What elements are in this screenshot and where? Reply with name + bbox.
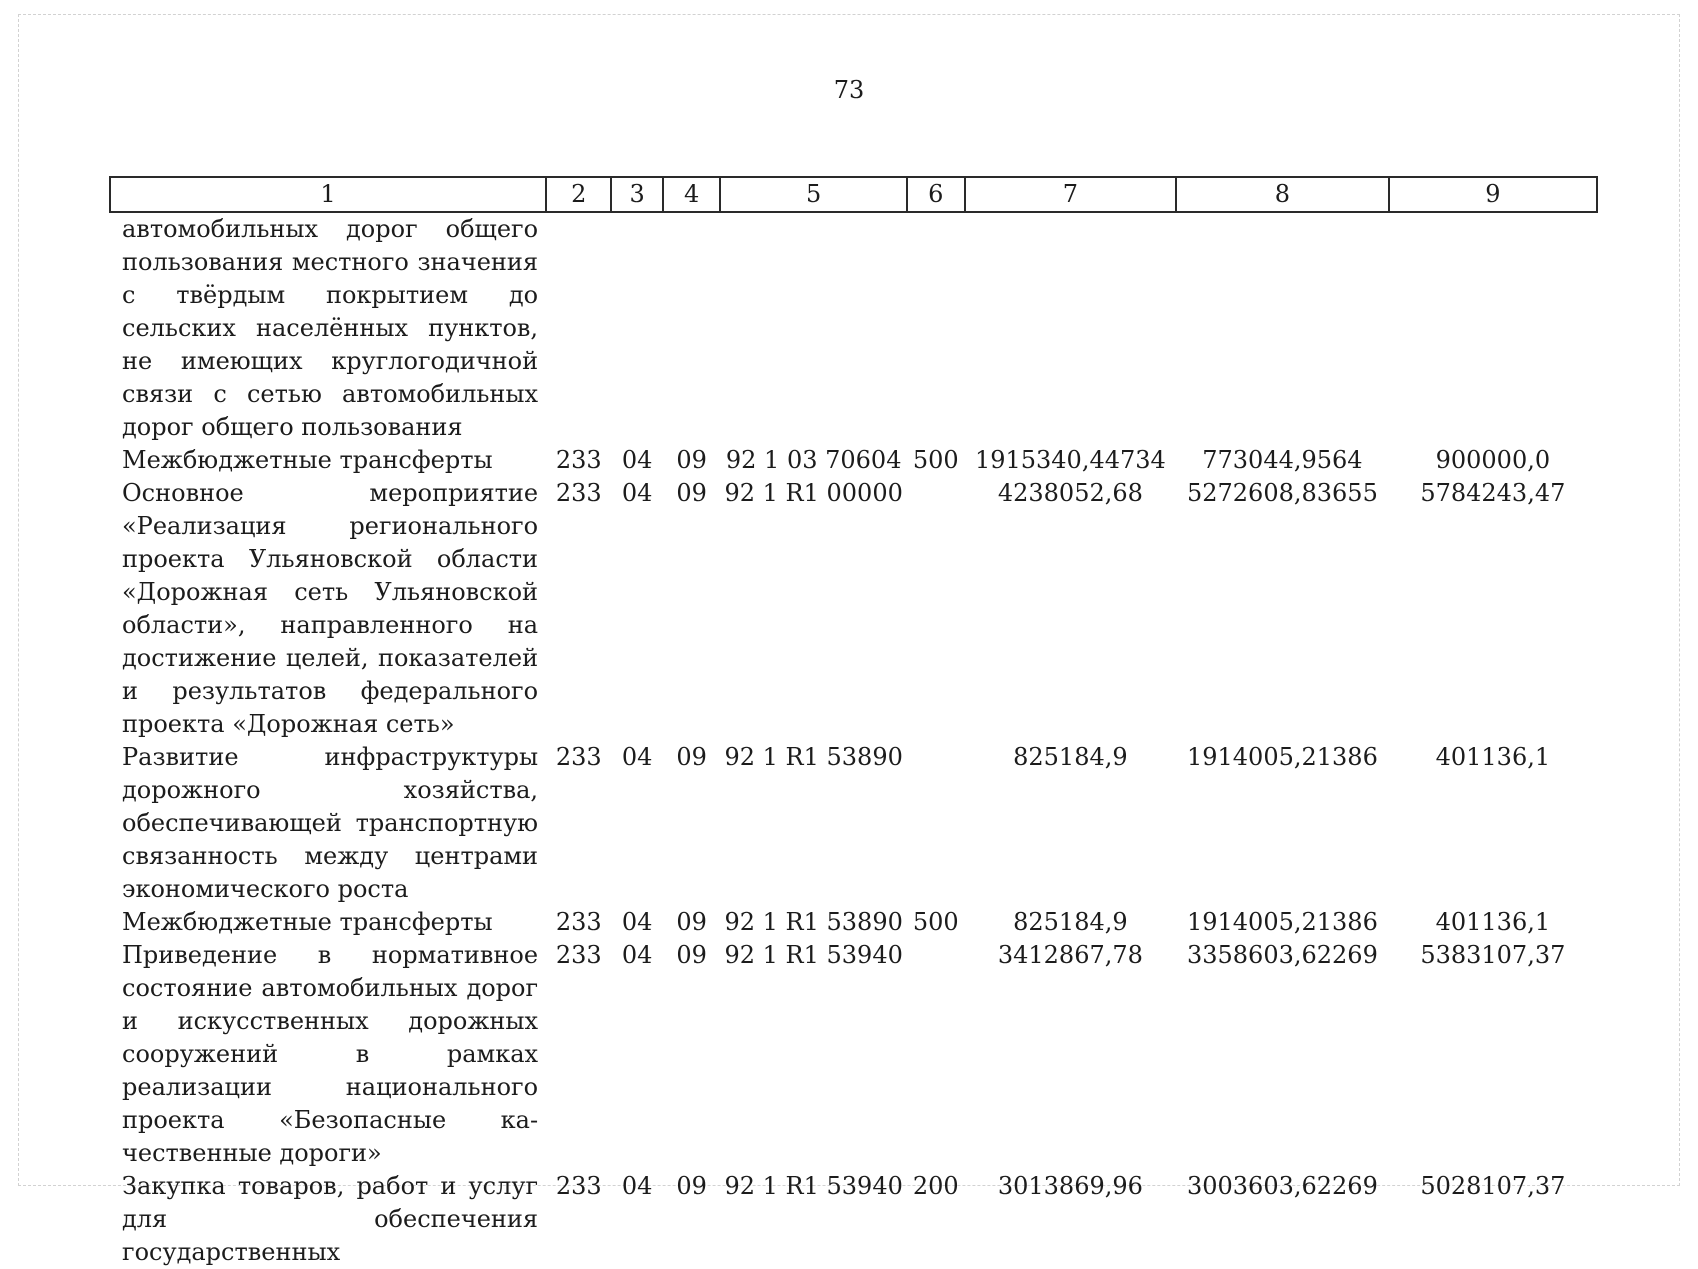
- table-row: [110, 212, 1597, 444]
- header-col-4: 4: [663, 177, 721, 212]
- cell-amount-col9: 5028107,37: [1420, 1172, 1566, 1200]
- cell-section: 04: [621, 941, 653, 969]
- cell-amount-col7: 1915340,44734: [974, 446, 1166, 474]
- cell-subsection: 09: [676, 941, 707, 969]
- header-col-2: 2: [546, 177, 611, 212]
- cell-ministry-code: 233: [555, 908, 602, 936]
- cell-subsection: 09: [676, 1172, 707, 1200]
- cell-ministry-code: 233: [555, 446, 602, 474]
- cell-ministry-code: 233: [555, 743, 602, 771]
- cell-expense-type: 500: [912, 446, 959, 474]
- table-row: [110, 741, 1597, 906]
- cell-subsection: 09: [676, 908, 707, 936]
- cell-ministry-code: 233: [555, 479, 602, 507]
- cell-section: [611, 212, 662, 444]
- cell-target-article: 92 1 R1 53940: [724, 941, 903, 969]
- cell-ministry-code: 233: [555, 1172, 602, 1200]
- table-row: [110, 1170, 1597, 1269]
- row-name: Развитие инфраструктуры дорожного хозяйства, обеспечивающей транспортную связанность между центрами экономического роста: [122, 743, 539, 903]
- cell-ministry-code: 233: [555, 941, 602, 969]
- cell-target-article: 92 1 R1 00000: [724, 479, 903, 507]
- cell-expense-type: [907, 939, 965, 1170]
- header-col-7: 7: [965, 177, 1176, 212]
- cell-amount-col7: 3412867,78: [997, 941, 1143, 969]
- cell-target-article: 92 1 03 70604: [725, 446, 902, 474]
- cell-expense-type: [907, 212, 965, 444]
- cell-amount-col7: 3013869,96: [997, 1172, 1143, 1200]
- cell-expense-type: [907, 741, 965, 906]
- cell-expense-type: [907, 477, 965, 741]
- cell-section: 04: [621, 479, 653, 507]
- table-row: [110, 939, 1597, 1170]
- cell-amount-col8: 1914005,21386: [1186, 743, 1378, 771]
- cell-section: 04: [621, 446, 653, 474]
- cell-ministry-code: [546, 212, 611, 444]
- budget-table: [109, 176, 1598, 1269]
- cell-amount-col9: 401136,1: [1435, 908, 1551, 936]
- cell-amount-col8: 1914005,21386: [1186, 908, 1378, 936]
- cell-amount-col8: 3003603,62269: [1186, 1172, 1378, 1200]
- cell-amount-col9: 5383107,37: [1420, 941, 1566, 969]
- cell-expense-type: 200: [912, 1172, 959, 1200]
- row-name: Основное мероприятие «Реализация регионального проекта Ульяновской области «Дорожная сеть Ульяновской области», направленного на достижение целей, показателей и результатов федерального проекта «Дорожная сеть»: [122, 479, 539, 738]
- cell-amount-col8: [1176, 212, 1389, 444]
- cell-amount-col9: 5784243,47: [1420, 479, 1566, 507]
- cell-amount-col8: 773044,9564: [1202, 446, 1363, 474]
- cell-target-article: 92 1 R1 53940: [724, 1172, 903, 1200]
- cell-subsection: [663, 212, 721, 444]
- page-number: 73: [833, 76, 865, 104]
- cell-amount-col7: 4238052,68: [997, 479, 1143, 507]
- cell-amount-col7: 825184,9: [1013, 908, 1128, 936]
- cell-target-article: 92 1 R1 53890: [724, 743, 903, 771]
- header-col-3: 3: [611, 177, 662, 212]
- cell-amount-col7: 825184,9: [1013, 743, 1128, 771]
- row-name: Приведение в нормативное состояние автомобильных дорог и искусственных дорожных сооружений в рамках реализации национального проекта «Безопасные качественные дороги»: [122, 941, 539, 1167]
- cell-section: 04: [621, 908, 653, 936]
- row-name: Закупка товаров, работ и услуг для обеспечения государственных: [122, 1172, 539, 1266]
- cell-subsection: 09: [676, 446, 707, 474]
- cell-expense-type: 500: [912, 908, 959, 936]
- table-row: [110, 477, 1597, 741]
- header-col-8: 8: [1176, 177, 1389, 212]
- cell-amount-col9: 900000,0: [1435, 446, 1551, 474]
- row-name: автомобильных дорог общего пользования местного значения с твёрдым покрытием до сельских населённых пунктов, не имеющих круглогодичной связи с сетью автомобильных дорог общего пользования: [122, 215, 539, 441]
- cell-subsection: 09: [676, 479, 707, 507]
- cell-section: 04: [621, 743, 653, 771]
- column-number-header-row: [110, 177, 1597, 212]
- cell-amount-col9: 401136,1: [1435, 743, 1551, 771]
- cell-target-article: [720, 212, 906, 444]
- cell-amount-col7: [965, 212, 1176, 444]
- row-name: Межбюджетные трансферты: [122, 908, 493, 936]
- cell-amount-col9: [1389, 212, 1597, 444]
- row-name: Межбюджетные трансферты: [122, 446, 493, 474]
- cell-target-article: 92 1 R1 53890: [724, 908, 903, 936]
- header-col-6: 6: [907, 177, 965, 212]
- cell-amount-col8: 5272608,83655: [1186, 479, 1378, 507]
- header-col-9: 9: [1389, 177, 1597, 212]
- cell-subsection: 09: [676, 743, 707, 771]
- header-col-5: 5: [720, 177, 906, 212]
- table-row: [110, 444, 1597, 477]
- table-row: [110, 906, 1597, 939]
- cell-section: 04: [621, 1172, 653, 1200]
- cell-amount-col8: 3358603,62269: [1186, 941, 1378, 969]
- header-col-1: 1: [110, 177, 546, 212]
